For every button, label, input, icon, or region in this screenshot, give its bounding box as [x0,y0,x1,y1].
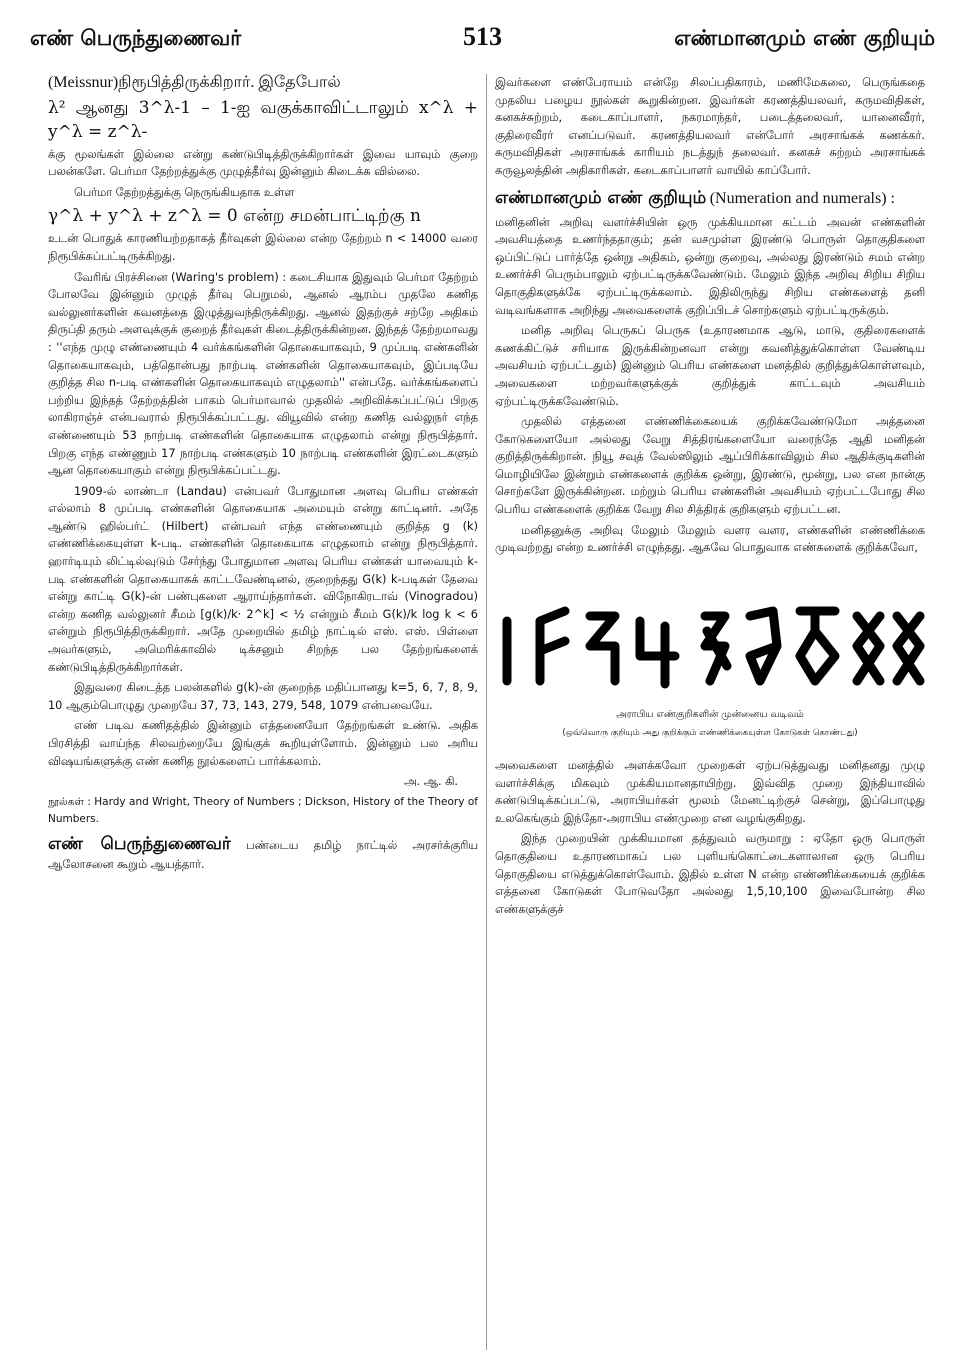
numeral-2 [540,611,565,681]
numeral-8 [857,616,880,681]
entry-title-english: (Numeration and numerals) : [709,189,895,207]
figure-subcaption: (ஒவ்வொரு குறியும் அது குறிக்கும் எண்ணிக்கையுள்ள கோடுகள் கொண்டது) [562,728,858,739]
math-line: λ² ஆனது 3^λ-1 – 1-ஐ வகுக்காவிட்டாலும் x^λ + y^λ = z^λ- [48,97,478,142]
entry [48,832,478,874]
paragraph: எண் படிவ கணிதத்தில் இன்னும் எத்தனையோ தேற்றங்கள் உண்டு. அதிக பிரசித்தி வாய்ந்த சிலவற்றையே இங்குக் கூறியுள்ளோம். இன்னும் பல அரிய விஷயங்களுக்கு எண் கணித நூல்களைப் பார்க்கலாம். [48,719,478,768]
paragraph: மனிதனின் அறிவு வளர்ச்சியின் ஒரு முக்கியமான கட்டம் அவன் எண்களின் அவசியத்தை உணர்ந்ததாகும்; தன் வசமுள்ள இரண்டு பொருள் தொகுதிகளை ஒப்பிட்டுப் பார்த்தே ஒன்று அதிகம், ஒன்று குறைவு, அல்லது இரண்டும் சமம் என்ற உணர்ச்சி பெரும்பாலும் ஏற்பட்டிருக்கவேண்டும். மேலும் இந்த அறிவு சிறிய சிறிய தொகுதிகளுக்கே ஏற்பட்டிருக்கலாம். இதிலிருந்து சிறிய எண்களைத் தனி வடிவங்களாக அறிந்து அவைகளைக் குறிப்பிடச் சொற்களும் ஏற்பட்டிருக்கும். [495,215,925,317]
page-header [30,22,935,58]
numeral-3 [590,616,615,681]
entry-title: எண் பெருந்துணைவர் [48,833,231,854]
paragraph [48,74,478,93]
paragraph: மனித அறிவு பெருகப் பெருக (உதாரணமாக ஆடு, மாடு, குதிரைகளைக் கணக்கிட்டுச் சரியாக இருக்கின்றனவா என்று கவனித்துக்கொள்ள வேண்டிய அவசியம் ஏற்பட்டதும்) இன்னும் பெரிய எண்களை மனத்தில் குறித்துக்கொள்ளவும், அவைகளை மற்றவர்களுக்குக் குறித்துக் காட்டவும் அவசியம் ஏற்பட்டிருக்கவேண்டும். [495,324,925,408]
entry-heading [495,186,925,211]
entry-title: எண்மானமும் எண் குறியும் [495,187,707,208]
paragraph: மனிதனுக்கு அறிவு மேலும் மேலும் வளர வளர, எண்களின் எண்ணிக்கை முடிவற்றது என்ற உணர்ச்சி எழுந்தது. ஆகவே பொதுவாக எண்களைக் குறிக்கவோ, [495,523,925,555]
references: நூல்கள் : Hardy and Wright, Theory of Numbers ; Dickson, History of the Theory of Numbers. [48,795,478,826]
page-number: 513 [463,22,502,51]
paragraph: வேரிங் பிரச்சினை (Waring's problem) : கடைசியாக இதுவும் பெர்மா தேற்றம் போலவே இன்னும் முழுத் தீர்வு பெறுமல், ஆனல் ஆரம்ப முதலே கணித வல்லுனர்களின் கவனத்தை இழுத்துவந்திருக்கிறது. ஆனல் இதற்குச் சற்றே அதிகம் திருப்தி தரும் அளவுக்குக் குறைத் தீர்வுகள் கிடைத்திருக்கின்றன. இந்தத் தேற்றமாவது : ''எந்த முழு எண்ணையும் 4 வர்க்கங்களின் தொகையாகவும், 9 முப்படி எண்களின் தொகையாகவும், பத்தொன்பது நாற்படி எண்களின் தொகையாகவும், இப்படியே குறித்த சில n-படி எண்களின் தொகையாகவும் எழுதலாம்'' என்பதே. வர்க்கங்களைப் பற்றிய இந்தத் தேற்றத்தின் பாகம் பெர்மாவால் முதலில் அறிவிக்கப்பட்டுப் பிறகு லாகிராஞ்ச் என்பவரால் நிரூபிக்கப்பட்டது. வியூவில் என்ற கணித வல்லுநர் எந்த எண்ணையும் 53 நாற்படி எண்களின் தொகையாக எழுதலாம் என்று நிரூபித்தார். பிறகு எந்த எண்ணும் 17 நாற்படி எண்களும் 10 நாற்படி எண்களின் இரட்டைகளும் ஆன தொகையாகும் என்று நிரூபிக்கப்பட்டது. [48,270,478,478]
paragraph: முதலில் எத்தனை எண்ணிக்கையைக் குறிக்கவேண்டுமோ அத்தனை கோடுகளையோ அல்லது வேறு சித்திரங்களையோ வரைந்தே ஆதி மனிதன் குறித்திருக்கிறான். நியூ சவுத் வேல்ஸிலும் ஆப்பிரிக்காவிலும் சில ஆதிக்குடிகளின் மொழியிலே இன்றும் எண்களைக் குறிக்க ஒன்று, இரண்டு, மூன்று, பல என நான்கு சொற்களே இருக்கின்றன. மற்றும் பெரிய எண்களின் அவசியம் ஏற்பட்டபோது சில பெரிய எண்களைக் குறிக்க வேறு சில சித்திரக் குறிகளும் ஏற்பட்டன. [495,415,925,517]
author-initials: அ. ஆ. கி. [403,775,458,789]
early-arabic-numerals-figure [495,586,925,696]
paragraph: இவர்களை எண்பேராயம் என்றே சிலப்பதிகாரம், மணிமேகலை, பெருங்கதை முதலிய பழைய நூல்கள் கூறுகின்றன. இவர்கள் கரணத்தியலவர், கருமவிதிகள், கனகச்சுற்றம், கடைகாப்பாளர், நகரமாந்தர், படைத்தலைவர், யானைவீரர், குதிரைவீரர் எனப்படுவர். கரணத்தியலவர் என்போர் அரசாங்கக் கணக்கர். கருமவிதிகள் அரசாங்கக் காரியம் நடத்துந் தலைவர். கனகச் சுற்றம் அரசாங்கக் கருவூலத்தின் அதிகாரிகள். கடைகாப்பாளர் வாயில் காப்போர். [495,76,925,177]
paragraph: பெர்மா தேற்றத்துக்கு நெருங்கியதாக உள்ள [74,185,295,199]
entry-text: பண்டைய தமிழ் நாட்டில் அரசர்க்குரிய ஆலோசனை கூறும் ஆயத்தார். [48,838,478,871]
running-head-right: எண்மானமும் எண் குறியும் [674,26,935,50]
left-column [48,74,478,1352]
numeral-5 [705,616,727,681]
paragraph: க்கு மூலங்கள் இல்லை என்று கண்டுபிடித்திருக்கிறார்கள் இவை யாவும் குறை பலன்களே. பெர்மா தேற்றத்துக்கு முழுத்தீர்வு இன்னும் கிடைக்க வில்லை. [48,147,478,179]
right-column [495,74,925,1352]
numeral-4 [640,621,675,684]
numeral-6 [750,611,777,681]
paragraph: இந்த முறையின் முக்கியமான தத்துவம் வருமாறு : ஏதோ ஒரு பொருள் தொகுதியை உதாரணமாகப் பல புளியங்கொட்டைகளாலான ஒரு பெரிய தொகுதியை எடுத்துக்கொள்வோம். இதில் உள்ள N என்ற எண்ணிக்கையைக் குறிக்க எத்தனை கோடுகள் போடுவதோ அல்லது 1,5,10,100 இவைபோன்ற சில எண்களுக்குச் [495,832,925,916]
paragraph: உடன் பொதுக் காரணியற்றதாகத் தீர்வுகள் இல்லை என்ற தேற்றம் n < 14000 வரை நிரூபிக்கப்பட்டிருக்கிறது. [48,232,478,263]
para-text: (Meissnur)நிரூபித்திருக்கிறார். இதேபோல் [48,74,341,91]
paragraph: அவைகளை மனத்தில் அளக்கவோ முறைகள் ஏற்படுத்துவது மனிதனது முழு வளர்ச்சிக்கு மிகவும் முக்கியமானதாயிற்று. இவ்வித முறை இந்தியாவில் கண்டுபிடிக்கப்பட்டு, அராபியர்கள் மூலம் மேனட்டிற்குச் சென்று, இப்பொழுது உலகெங்கும் இந்தோ-அராபிய எண்முறை என வழங்குகிறது. [495,759,925,825]
math-line: γ^λ + y^λ + z^λ = 0 என்ற சமன்பாட்டிற்கு n [48,206,421,227]
numeral-9 [897,616,920,681]
numeral-7 [800,611,835,681]
running-head-left: எண் பெருந்துணைவர் [30,26,242,50]
column-divider [486,74,487,1350]
figure-caption: அராபிய எண்குறிகளின் முன்னைய வடிவம் [616,708,804,720]
paragraph: இதுவரை கிடைத்த பலன்களில் g(k)-ன் குறைந்த மதிப்பானது k=5, 6, 7, 8, 9, 10 ஆகும்பொழுது முறையே 37, 73, 143, 279, 548, 1079 என்பவையே. [48,681,478,712]
paragraph: 1909-ல் லாண்டா (Landau) என்பவர் போதுமான அளவு பெரிய எண்கள் எல்லாம் 8 முப்படி எண்களின் தொகையாக அமையும் என்று காட்டினர். அதே ஆண்டு ஹில்பர்ட் (Hilbert) என்பவர் எந்த எண்ணையும் குறித்த g (k) எண்ணிக்கையுள்ள k-படி. எண்களின் தொகையாக எழுதலாம் என்று நிரூபித்தார். ஹார்டியும் லிட்டில்வுடும் சேர்ந்து போதுமான அளவு பெரிய எண்கள் யாவையும் k-படி எண்களின் தொகையாகக் காட்டவேண்டினல், குறைந்தது G(k) k-படிகள் தேவை என்று காட்டி G(k)-ன் பண்புகளை ஆராய்ந்தார்கள். விநோகிரடாவ் (Vinogradou) என்ற கணித வல்லுனர் சீமம் [g(k)/k· 2^k] < ½ என்றும் சீமம் G(k)/k log k < 6 என்றும் நிரூபித்திருக்கிறார். அதே முறையில் தமிழ் நாட்டில் எஸ். எஸ். பிள்ளை அவர்களும், அமெரிக்காவில் டிக்சனும் சிறந்த பல தேற்றங்களைக் கண்டுபிடித்திருக்கிறார்கள். [48,484,478,674]
